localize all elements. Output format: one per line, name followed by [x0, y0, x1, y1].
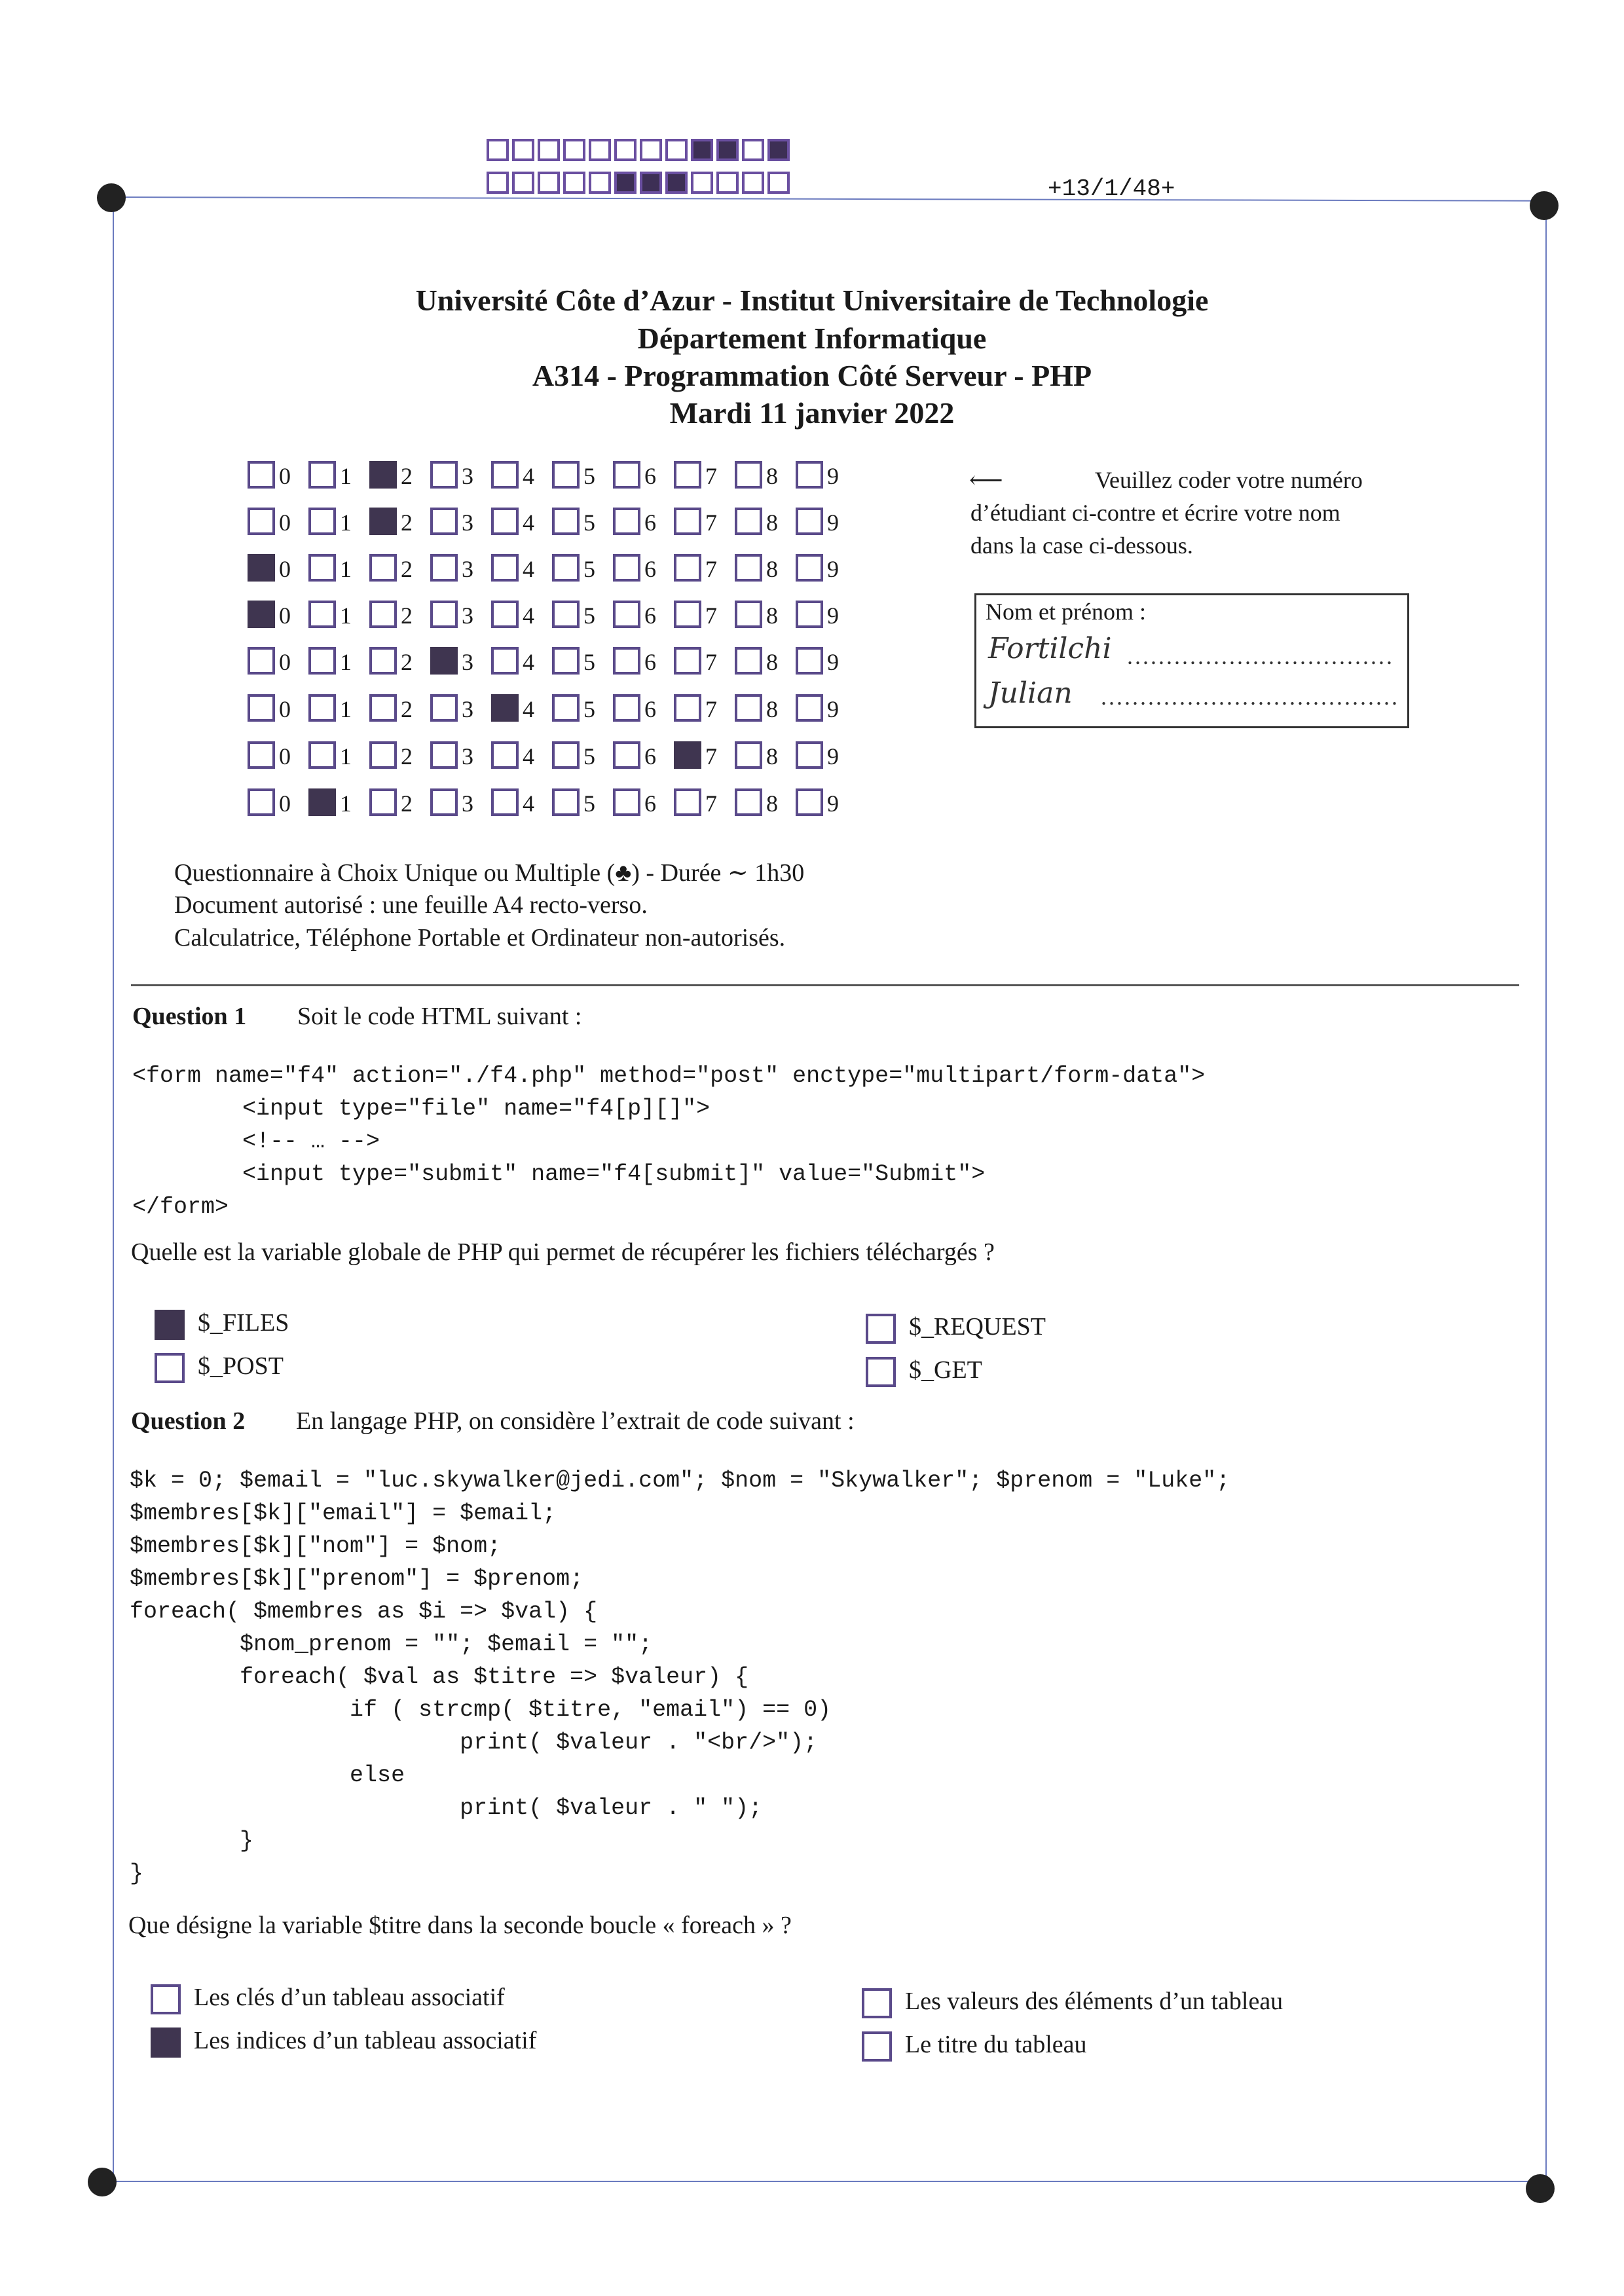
- digit-checkbox[interactable]: [796, 694, 823, 722]
- digit-label: 6: [644, 509, 656, 536]
- option-label: Le titre du tableau: [905, 2031, 1087, 2058]
- strip-cell: [691, 139, 713, 161]
- header-university: Université Côte d’Azur - Institut Universitaire de Technologie: [415, 284, 1209, 317]
- digit-checkbox[interactable]: [796, 601, 823, 628]
- handwritten-firstname: Julian: [988, 676, 1073, 710]
- exam-info-line-2: Document autorisé : une feuille A4 recto-verso.: [174, 891, 648, 919]
- digit-label: 6: [644, 743, 656, 769]
- digit-label: 6: [644, 790, 656, 817]
- digit-checkbox[interactable]: [796, 554, 823, 582]
- digit-label: 5: [583, 790, 595, 817]
- digit-label: 4: [523, 790, 534, 817]
- digit-checkbox[interactable]: [552, 554, 580, 582]
- digit-label: 9: [827, 743, 839, 769]
- q2-label: Question 2: [131, 1407, 246, 1435]
- option-checkbox[interactable]: [862, 1988, 892, 2018]
- digit-label: 9: [827, 649, 839, 675]
- code-line: <!-- … -->: [132, 1128, 380, 1155]
- strip-cell: [665, 139, 688, 161]
- digit-label: 8: [766, 556, 778, 582]
- digit-checkbox[interactable]: [552, 788, 580, 816]
- digit-label: 6: [644, 556, 656, 582]
- digit-label: 0: [279, 509, 291, 536]
- digit-checkbox[interactable]: [613, 647, 640, 675]
- option-checkbox[interactable]: [866, 1357, 896, 1387]
- digit-checkbox[interactable]: [613, 741, 640, 769]
- digit-checkbox[interactable]: [613, 461, 640, 489]
- digit-label: 8: [766, 509, 778, 536]
- option-checkbox[interactable]: [151, 2028, 181, 2058]
- digit-checkbox[interactable]: [248, 741, 275, 769]
- digit-checkbox[interactable]: [491, 741, 519, 769]
- header-course: A314 - Programmation Côté Serveur - PHP: [532, 359, 1092, 392]
- digit-label: 3: [462, 743, 473, 769]
- option-checkbox[interactable]: [155, 1353, 185, 1383]
- code-line: }: [130, 1828, 254, 1854]
- digit-label: 6: [644, 696, 656, 722]
- digit-checkbox[interactable]: [674, 508, 701, 535]
- digit-checkbox[interactable]: [674, 461, 701, 489]
- digit-checkbox[interactable]: [369, 694, 397, 722]
- code-strip-row-2: [487, 172, 793, 194]
- digit-checkbox[interactable]: [308, 741, 336, 769]
- digit-label: 3: [462, 649, 473, 675]
- digit-checkbox[interactable]: [552, 741, 580, 769]
- digit-checkbox[interactable]: [248, 647, 275, 675]
- digit-label: 7: [705, 509, 717, 536]
- digit-checkbox[interactable]: [552, 694, 580, 722]
- q2-intro: En langage PHP, on considère l’extrait de code suivant :: [296, 1407, 855, 1435]
- strip-cell: [614, 139, 637, 161]
- digit-checkbox[interactable]: [248, 694, 275, 722]
- option-checkbox[interactable]: [155, 1310, 185, 1340]
- digit-checkbox[interactable]: [735, 788, 762, 816]
- digit-checkbox[interactable]: [369, 741, 397, 769]
- digit-checkbox[interactable]: [491, 508, 519, 535]
- strip-cell: [742, 139, 764, 161]
- digit-label: 4: [523, 696, 534, 722]
- digit-checkbox[interactable]: [796, 461, 823, 489]
- q1-label: Question 1: [132, 1003, 247, 1030]
- digit-label: 1: [340, 556, 352, 582]
- digit-label: 7: [705, 556, 717, 582]
- header-department: Département Informatique: [637, 322, 987, 355]
- digit-label: 2: [401, 556, 413, 582]
- digit-checkbox[interactable]: [430, 461, 458, 489]
- digit-label: 2: [401, 696, 413, 722]
- name-box-label: Nom et prénom :: [986, 599, 1146, 625]
- strip-cell: [512, 172, 534, 194]
- digit-label: 0: [279, 602, 291, 629]
- frame-right: [1545, 203, 1547, 2194]
- digit-label: 5: [583, 602, 595, 629]
- digit-label: 9: [827, 509, 839, 536]
- digit-checkbox[interactable]: [552, 601, 580, 628]
- digit-checkbox[interactable]: [735, 554, 762, 582]
- digit-checkbox[interactable]: [248, 461, 275, 489]
- code-line: print( $valeur . " ");: [130, 1795, 763, 1821]
- firstname-dotted-line: ......................................: [1101, 684, 1399, 710]
- strip-cell: [716, 139, 739, 161]
- option-label: $_POST: [198, 1352, 284, 1380]
- q2-question: Que désigne la variable $titre dans la seconde boucle « foreach » ?: [128, 1912, 792, 1939]
- digit-label: 2: [401, 790, 413, 817]
- digit-checkbox[interactable]: [735, 647, 762, 675]
- q1-intro: Soit le code HTML suivant :: [297, 1003, 582, 1030]
- digit-checkbox[interactable]: [796, 508, 823, 535]
- digit-label: 0: [279, 790, 291, 817]
- option-label: $_GET: [909, 1356, 982, 1384]
- digit-label: 5: [583, 743, 595, 769]
- digit-label: 2: [401, 463, 413, 489]
- digit-label: 3: [462, 463, 473, 489]
- corner-marker-bottom-left: [88, 2168, 117, 2196]
- instruction-line-3: dans la case ci-dessous.: [970, 532, 1193, 559]
- digit-label: 1: [340, 463, 352, 489]
- digit-checkbox[interactable]: [491, 461, 519, 489]
- code-line: $membres[$k]["prenom"] = $prenom;: [130, 1566, 584, 1592]
- digit-checkbox[interactable]: [796, 647, 823, 675]
- digit-checkbox[interactable]: [430, 694, 458, 722]
- digit-checkbox[interactable]: [248, 554, 275, 582]
- code-line: if ( strcmp( $titre, "email") == 0): [130, 1697, 832, 1723]
- digit-label: 3: [462, 790, 473, 817]
- digit-checkbox[interactable]: [796, 788, 823, 816]
- option-label: $_REQUEST: [909, 1313, 1046, 1341]
- digit-label: 4: [523, 463, 534, 489]
- exam-info-line-1: Questionnaire à Choix Unique ou Multiple (♣) - Durée ∼ 1h30: [174, 859, 805, 887]
- digit-label: 9: [827, 696, 839, 722]
- corner-marker-bottom-right: [1526, 2174, 1555, 2203]
- digit-label: 9: [827, 790, 839, 817]
- frame-top: [111, 196, 1552, 202]
- digit-checkbox[interactable]: [248, 788, 275, 816]
- instruction-arrow: ⟵: [969, 467, 1003, 493]
- page-code: +13/1/48+: [1048, 176, 1175, 202]
- digit-checkbox[interactable]: [674, 694, 701, 722]
- digit-label: 3: [462, 602, 473, 629]
- digit-label: 2: [401, 509, 413, 536]
- digit-checkbox[interactable]: [308, 554, 336, 582]
- header-date: Mardi 11 janvier 2022: [669, 396, 955, 430]
- digit-label: 6: [644, 602, 656, 629]
- digit-checkbox[interactable]: [430, 601, 458, 628]
- strip-cell: [589, 139, 611, 161]
- digit-label: 2: [401, 743, 413, 769]
- strip-cell: [742, 172, 764, 194]
- code-line: <form name="f4" action="./f4.php" method="post" enctype="multipart/form-data">: [132, 1063, 1206, 1089]
- digit-checkbox[interactable]: [308, 788, 336, 816]
- digit-checkbox[interactable]: [369, 788, 397, 816]
- code-line: $nom_prenom = ""; $email = "";: [130, 1631, 653, 1657]
- digit-checkbox[interactable]: [735, 508, 762, 535]
- digit-label: 3: [462, 556, 473, 582]
- digit-label: 9: [827, 463, 839, 489]
- digit-checkbox[interactable]: [308, 694, 336, 722]
- digit-label: 7: [705, 463, 717, 489]
- digit-checkbox[interactable]: [369, 461, 397, 489]
- strip-cell: [563, 139, 585, 161]
- code-line: <input type="submit" name="f4[submit]" value="Submit">: [132, 1161, 986, 1187]
- frame-bottom: [98, 2181, 1552, 2182]
- digit-label: 8: [766, 649, 778, 675]
- digit-checkbox[interactable]: [613, 788, 640, 816]
- option-checkbox[interactable]: [866, 1314, 896, 1344]
- digit-label: 6: [644, 463, 656, 489]
- frame-left: [113, 196, 114, 2187]
- digit-label: 2: [401, 649, 413, 675]
- code-strip-row-1: [487, 139, 793, 161]
- digit-label: 4: [523, 649, 534, 675]
- digit-checkbox[interactable]: [491, 601, 519, 628]
- digit-label: 1: [340, 649, 352, 675]
- digit-checkbox[interactable]: [248, 508, 275, 535]
- digit-checkbox[interactable]: [674, 647, 701, 675]
- strip-cell: [716, 172, 739, 194]
- code-line: $membres[$k]["email"] = $email;: [130, 1500, 557, 1527]
- digit-label: 0: [279, 649, 291, 675]
- section-divider: [131, 984, 1519, 986]
- digit-checkbox[interactable]: [735, 601, 762, 628]
- strip-cell: [691, 172, 713, 194]
- code-line: $k = 0; $email = "luc.skywalker@jedi.com"; $nom = "Skywalker"; $prenom = "Luke";: [130, 1468, 1230, 1494]
- digit-label: 1: [340, 743, 352, 769]
- surname-dotted-line: ..................................: [1127, 643, 1394, 669]
- digit-label: 4: [523, 743, 534, 769]
- strip-cell: [665, 172, 688, 194]
- digit-checkbox[interactable]: [430, 508, 458, 535]
- handwritten-surname: Fortilchi: [988, 632, 1112, 665]
- digit-checkbox[interactable]: [308, 461, 336, 489]
- digit-checkbox[interactable]: [369, 601, 397, 628]
- strip-cell: [512, 139, 534, 161]
- digit-checkbox[interactable]: [552, 461, 580, 489]
- digit-checkbox[interactable]: [674, 554, 701, 582]
- digit-label: 8: [766, 463, 778, 489]
- option-label: Les valeurs des éléments d’un tableau: [905, 1988, 1283, 2015]
- digit-checkbox[interactable]: [674, 788, 701, 816]
- digit-label: 7: [705, 649, 717, 675]
- digit-label: 8: [766, 602, 778, 629]
- digit-checkbox[interactable]: [613, 601, 640, 628]
- digit-checkbox[interactable]: [735, 461, 762, 489]
- strip-cell: [538, 172, 560, 194]
- digit-label: 7: [705, 790, 717, 817]
- digit-checkbox[interactable]: [491, 694, 519, 722]
- digit-label: 7: [705, 696, 717, 722]
- digit-checkbox[interactable]: [430, 554, 458, 582]
- digit-checkbox[interactable]: [248, 601, 275, 628]
- digit-checkbox[interactable]: [491, 647, 519, 675]
- digit-label: 1: [340, 602, 352, 629]
- code-line: else: [130, 1762, 405, 1788]
- digit-label: 0: [279, 696, 291, 722]
- digit-label: 7: [705, 743, 717, 769]
- digit-label: 7: [705, 602, 717, 629]
- code-line: </form>: [132, 1194, 229, 1220]
- strip-cell: [563, 172, 585, 194]
- digit-label: 5: [583, 509, 595, 536]
- strip-cell: [614, 172, 637, 194]
- exam-info-line-3: Calculatrice, Téléphone Portable et Ordinateur non-autorisés.: [174, 924, 786, 952]
- code-line: $membres[$k]["nom"] = $nom;: [130, 1533, 502, 1559]
- strip-cell: [767, 172, 790, 194]
- code-line: foreach( $val as $titre => $valeur) {: [130, 1664, 749, 1690]
- strip-cell: [640, 139, 662, 161]
- digit-label: 9: [827, 602, 839, 629]
- digit-label: 8: [766, 790, 778, 817]
- digit-checkbox[interactable]: [369, 554, 397, 582]
- digit-label: 0: [279, 743, 291, 769]
- code-line: }: [130, 1861, 144, 1887]
- digit-checkbox[interactable]: [552, 647, 580, 675]
- strip-cell: [589, 172, 611, 194]
- digit-checkbox[interactable]: [430, 788, 458, 816]
- digit-checkbox[interactable]: [491, 554, 519, 582]
- digit-label: 6: [644, 649, 656, 675]
- digit-checkbox[interactable]: [308, 647, 336, 675]
- digit-checkbox[interactable]: [308, 601, 336, 628]
- strip-cell: [487, 172, 509, 194]
- digit-checkbox[interactable]: [369, 508, 397, 535]
- digit-checkbox[interactable]: [613, 508, 640, 535]
- digit-label: 5: [583, 556, 595, 582]
- digit-checkbox[interactable]: [430, 647, 458, 675]
- digit-label: 5: [583, 696, 595, 722]
- digit-checkbox[interactable]: [735, 694, 762, 722]
- digit-checkbox[interactable]: [613, 694, 640, 722]
- digit-checkbox[interactable]: [735, 741, 762, 769]
- instruction-line-2: d’étudiant ci-contre et écrire votre nom: [970, 500, 1340, 526]
- digit-checkbox[interactable]: [308, 508, 336, 535]
- digit-label: 1: [340, 696, 352, 722]
- digit-label: 9: [827, 556, 839, 582]
- digit-label: 3: [462, 509, 473, 536]
- digit-checkbox[interactable]: [613, 554, 640, 582]
- option-label: Les indices d’un tableau associatif: [194, 2027, 537, 2054]
- strip-cell: [538, 139, 560, 161]
- digit-label: 5: [583, 649, 595, 675]
- digit-label: 4: [523, 556, 534, 582]
- digit-label: 4: [523, 509, 534, 536]
- digit-checkbox[interactable]: [674, 741, 701, 769]
- q1-question: Quelle est la variable globale de PHP qui permet de récupérer les fichiers téléchargés ?: [131, 1238, 995, 1266]
- option-checkbox[interactable]: [151, 1984, 181, 2014]
- option-label: Les clés d’un tableau associatif: [194, 1984, 505, 2011]
- digit-checkbox[interactable]: [491, 788, 519, 816]
- digit-checkbox[interactable]: [369, 647, 397, 675]
- digit-label: 0: [279, 463, 291, 489]
- name-box[interactable]: [974, 593, 1409, 728]
- strip-cell: [640, 172, 662, 194]
- strip-cell: [767, 139, 790, 161]
- digit-label: 1: [340, 790, 352, 817]
- option-label: $_FILES: [198, 1309, 289, 1337]
- corner-marker-top-left: [97, 183, 126, 212]
- digit-checkbox[interactable]: [674, 601, 701, 628]
- digit-label: 2: [401, 602, 413, 629]
- digit-label: 1: [340, 509, 352, 536]
- code-line: foreach( $membres as $i => $val) {: [130, 1599, 598, 1625]
- digit-label: 4: [523, 602, 534, 629]
- digit-checkbox[interactable]: [796, 741, 823, 769]
- option-checkbox[interactable]: [862, 2031, 892, 2062]
- digit-label: 8: [766, 743, 778, 769]
- code-line: print( $valeur . "<br/>");: [130, 1730, 818, 1756]
- code-line: <input type="file" name="f4[p][]">: [132, 1096, 710, 1122]
- digit-checkbox[interactable]: [552, 508, 580, 535]
- digit-label: 0: [279, 556, 291, 582]
- strip-cell: [487, 139, 509, 161]
- digit-label: 5: [583, 463, 595, 489]
- instruction-line-1: Veuillez coder votre numéro: [1095, 467, 1363, 493]
- digit-label: 3: [462, 696, 473, 722]
- digit-checkbox[interactable]: [430, 741, 458, 769]
- corner-marker-top-right: [1530, 191, 1559, 220]
- digit-label: 8: [766, 696, 778, 722]
